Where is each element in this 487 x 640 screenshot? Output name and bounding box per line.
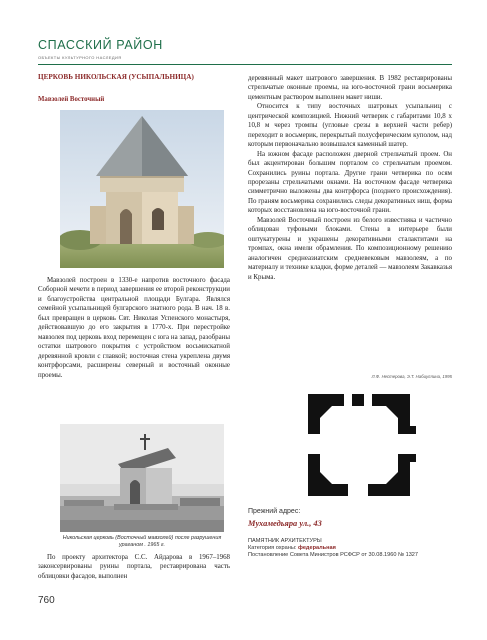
floor-plan-drawing: [300, 386, 418, 504]
decree-text: Постановление Совета Министров РСФСР от 30.08.1960 № 1327: [248, 552, 419, 559]
left-paragraph-1: Мавзолей построен в 1330-е напротив восточного фасада Соборной мечети в период завершения ее второй реконструкции и благоустройства центральной площади Булгара. Являлся семейной усыпальницей булгарского знатного рода. В нач. 18 в. был превращен в церковь Свт. Николая Успенского монастыря, действовавшую до его закрытия в 1770-х. При перестройке мавзолея под церковь вход перемещен с юга на запад, разобраны остатки шатрового покрытия с устройством восьмискатной деревянной кровли с главкой; восточная стена укреплена двумя контрфорсами, расширены северный и восточный оконные проемы.: [38, 277, 230, 379]
category-value: федеральная: [298, 545, 336, 552]
protection-category: [248, 545, 458, 552]
article-subtitle: Мавзолей Восточный: [38, 96, 105, 103]
right-paragraph-3: На южном фасаде расположен дверной стрельчатый проем. Он был акцентирован большим порталом со стрельчатым проемом. Сохранились руины портала. Другие грани четверика по осям прорезаны стрельчатыми окнами. На восточном фасаде четверика симметрично выложены два контрфорса (позднего происхождения). По граням восьмерика сохранились следы декоративных ниш, форма которых восстановлена на юго-восточной грани.: [248, 150, 452, 215]
ruin-photo: [60, 424, 224, 532]
author-signature: Л.Ф. Нестерова, Э.Т. Набиуллина, 1995: [371, 374, 452, 379]
right-paragraph-4: Мавзолей Восточный построен из белого известняка и частично облицован туфовыми блоками. Стены в интерьере были оштукатурены и украшены декоративными сталактитами на тромпах, окна имели обрамления. По композиционному решению аналогичен среднеазиатским средневековым мавзолеям, а по материалу и технике кладки, форме деталей — мавзолеям Закавказья и Крыма.: [248, 216, 452, 281]
right-paragraph-1: деревянный макет шатрового завершения. В 1982 реставрированы стрельчатые оконные проемы, на юго-восточной грани восьмерика цементным раствором выполнен макет ниши.: [248, 75, 452, 101]
mausoleum-photo: [60, 110, 224, 268]
left-paragraph-2: По проекту архитектора С.С. Айдарова в 1967–1968 законсервированы руины портала, реставрирована часть облицовки фасадов, выполнен: [38, 554, 230, 580]
left-column: [38, 276, 230, 380]
section-subheading: ОБЪЕКТЫ КУЛЬТУРНОГО НАСЛЕДИЯ: [38, 55, 122, 60]
right-column: [248, 74, 452, 282]
right-paragraph-2: Относится к типу восточных шатровых усыпальниц с центрической композицией. Нижний четверик с габаритами 10,8 х 10,8 м через тромпы (угловые срезы в верхней части ребер) переходит в восьмерик, перекрытый полусферическим куполом, над которым первоначально возвышался каменный шатер.: [248, 103, 452, 149]
photo-caption: Никольская церковь (Восточный мавзолей) после разрушения ураганом . 1965 г.: [62, 535, 222, 548]
article-title: ЦЕРКОВЬ НИКОЛЬСКАЯ (УСЫПАЛЬНИЦА): [38, 73, 194, 81]
header-rule: [38, 64, 452, 65]
district-heading: СПАССКИЙ РАЙОН: [38, 38, 163, 52]
monument-heading: ПАМЯТНИК АРХИТЕКТУРЫ: [248, 538, 322, 544]
page-number: 760: [38, 595, 55, 606]
monument-block: [248, 538, 458, 560]
category-label: Категория охраны:: [248, 545, 297, 552]
address-label: Прежний адрес:: [248, 508, 301, 515]
left-column-bottom: [38, 553, 230, 581]
address-value: Мухамедьяра ул., 43: [248, 519, 322, 528]
